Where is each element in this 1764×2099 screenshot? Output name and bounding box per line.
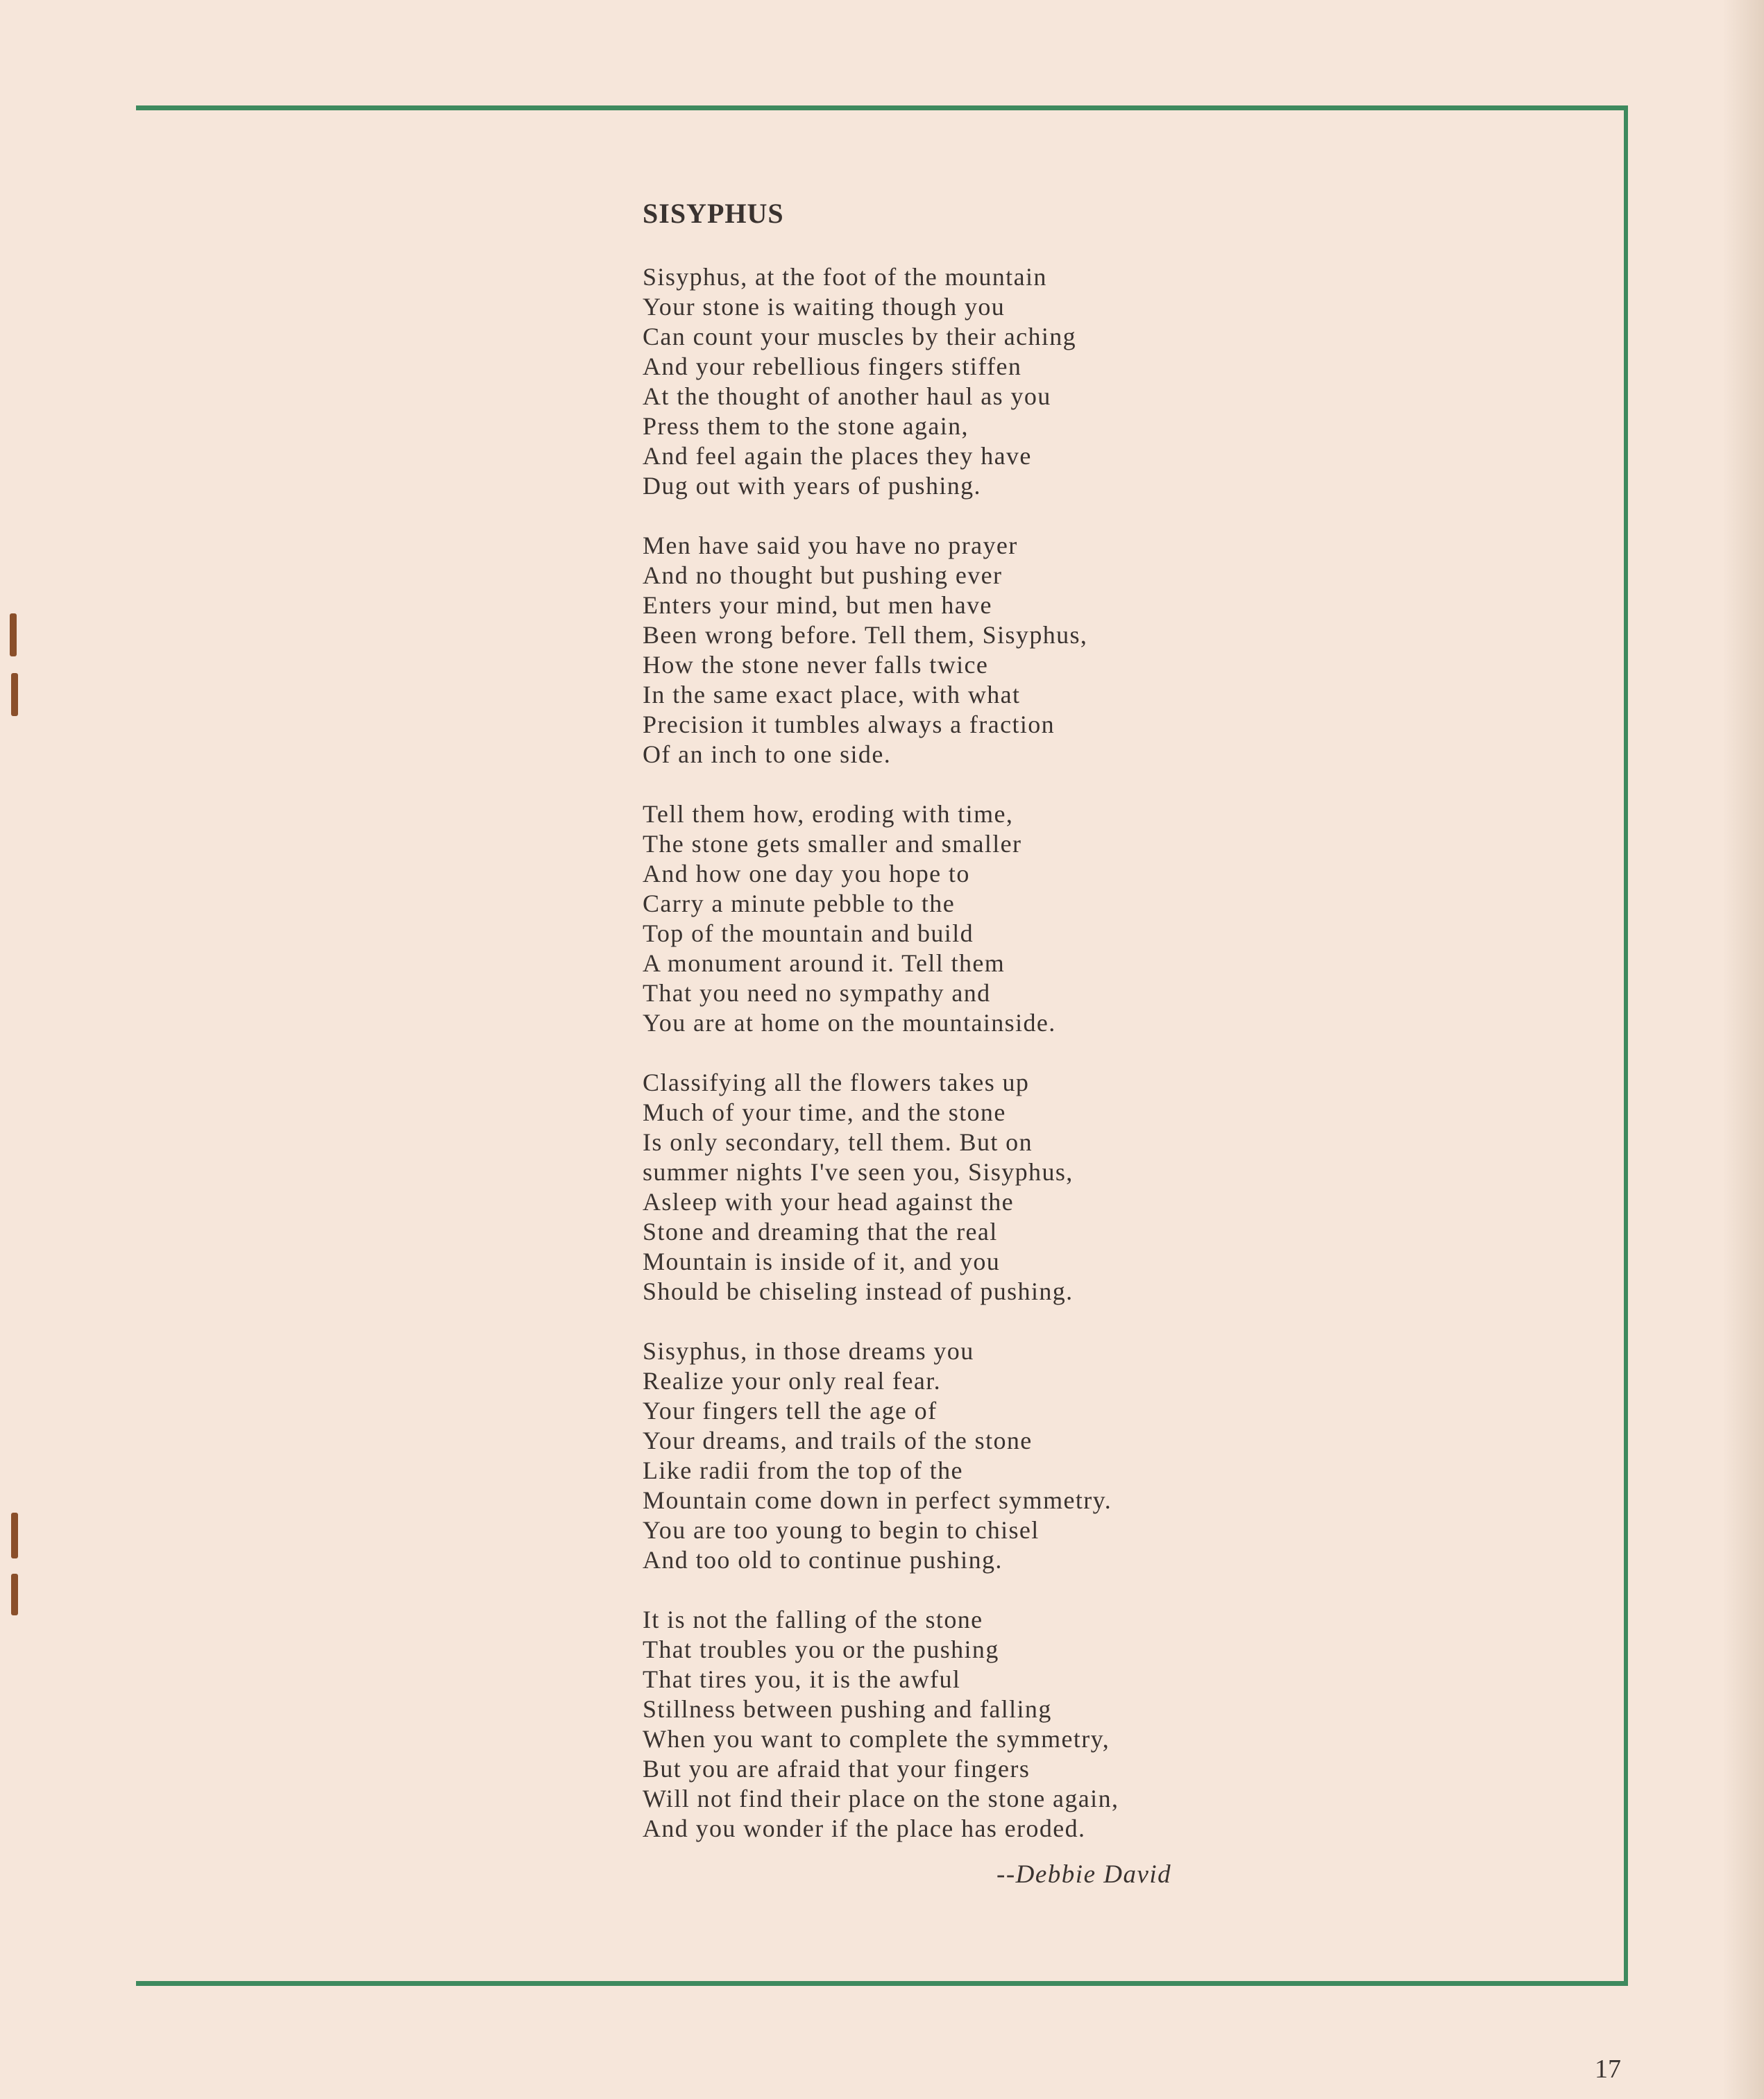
poem-line: Like radii from the top of the xyxy=(643,1456,963,1484)
poem-line: Your dreams, and trails of the stone xyxy=(643,1427,1033,1454)
poem-line: Much of your time, and the stone xyxy=(643,1098,1006,1126)
poem-line: Dug out with years of pushing. xyxy=(643,472,981,500)
poem-line: Of an inch to one side. xyxy=(643,740,892,768)
poem-line: Mountain is inside of it, and you xyxy=(643,1248,1001,1275)
staple-mark xyxy=(11,673,18,716)
poem-line: And too old to continue pushing. xyxy=(643,1546,1003,1574)
poem-line: How the stone never falls twice xyxy=(643,651,989,679)
poem-line: When you want to complete the symmetry, xyxy=(643,1725,1110,1753)
poem-line: Sisyphus, at the foot of the mountain xyxy=(643,263,1047,291)
poem-line: Top of the mountain and build xyxy=(643,919,974,947)
stanza xyxy=(643,1068,1267,1307)
staple-mark xyxy=(11,1513,18,1558)
poem-line: Been wrong before. Tell them, Sisyphus, xyxy=(643,621,1088,649)
poem-line: Classifying all the flowers takes up xyxy=(643,1069,1030,1096)
poem-line: But you are afraid that your fingers xyxy=(643,1755,1031,1783)
poem-line: And how one day you hope to xyxy=(643,860,970,887)
poem-title: SISYPHUS xyxy=(643,198,784,229)
poem-line: You are too young to begin to chisel xyxy=(643,1516,1040,1544)
stanza xyxy=(643,262,1267,501)
poem-line: Can count your muscles by their aching xyxy=(643,323,1077,350)
poem-line: At the thought of another haul as you xyxy=(643,382,1051,410)
poem-line: Mountain come down in perfect symmetry. xyxy=(643,1486,1112,1514)
page-number: 17 xyxy=(1595,2055,1621,2084)
poem-line: Your fingers tell the age of xyxy=(643,1397,938,1425)
staple-mark xyxy=(11,1574,18,1615)
poem-line: In the same exact place, with what xyxy=(643,681,1021,708)
poem-line: And your rebellious fingers stiffen xyxy=(643,352,1022,380)
author-signature: --Debbie David xyxy=(997,1860,1172,1889)
poem-line: You are at home on the mountainside. xyxy=(643,1009,1056,1037)
stanza xyxy=(643,531,1267,770)
poem-line: Sisyphus, in those dreams you xyxy=(643,1337,974,1365)
poem-line: Precision it tumbles always a fraction xyxy=(643,711,1055,738)
poem-line: Is only secondary, tell them. But on xyxy=(643,1128,1033,1156)
staple-mark xyxy=(10,613,17,656)
poem-body xyxy=(643,262,1267,1873)
poem-line: A monument around it. Tell them xyxy=(643,949,1006,977)
poem-line: And you wonder if the place has eroded. xyxy=(643,1815,1086,1842)
stanza xyxy=(643,1605,1267,1844)
poem-line: summer nights I've seen you, Sisyphus, xyxy=(643,1158,1074,1186)
poem-line: And feel again the places they have xyxy=(643,442,1032,470)
page-edge-shadow xyxy=(1722,0,1764,2099)
poem-line: That troubles you or the pushing xyxy=(643,1635,999,1663)
poem-line: The stone gets smaller and smaller xyxy=(643,830,1022,858)
poem-line: Your stone is waiting though you xyxy=(643,293,1006,321)
stanza xyxy=(643,1336,1267,1575)
poem-line: That you need no sympathy and xyxy=(643,979,991,1007)
poem-line: Carry a minute pebble to the xyxy=(643,890,956,917)
stanza xyxy=(643,799,1267,1038)
poem-line: Men have said you have no prayer xyxy=(643,532,1018,559)
poem-line: Stillness between pushing and falling xyxy=(643,1695,1052,1723)
poem-line: Asleep with your head against the xyxy=(643,1188,1015,1216)
poem-line: Should be chiseling instead of pushing. xyxy=(643,1277,1074,1305)
poem-line: Stone and dreaming that the real xyxy=(643,1218,998,1246)
poem-line: Press them to the stone again, xyxy=(643,412,969,440)
poem-line: Tell them how, eroding with time, xyxy=(643,800,1014,828)
poem-line: Realize your only real fear. xyxy=(643,1367,942,1395)
poem-line: Enters your mind, but men have xyxy=(643,591,992,619)
poem-line: And no thought but pushing ever xyxy=(643,561,1003,589)
poem-line: Will not find their place on the stone again, xyxy=(643,1785,1119,1812)
poem-line: That tires you, it is the awful xyxy=(643,1665,961,1693)
poem-line: It is not the falling of the stone xyxy=(643,1606,983,1633)
